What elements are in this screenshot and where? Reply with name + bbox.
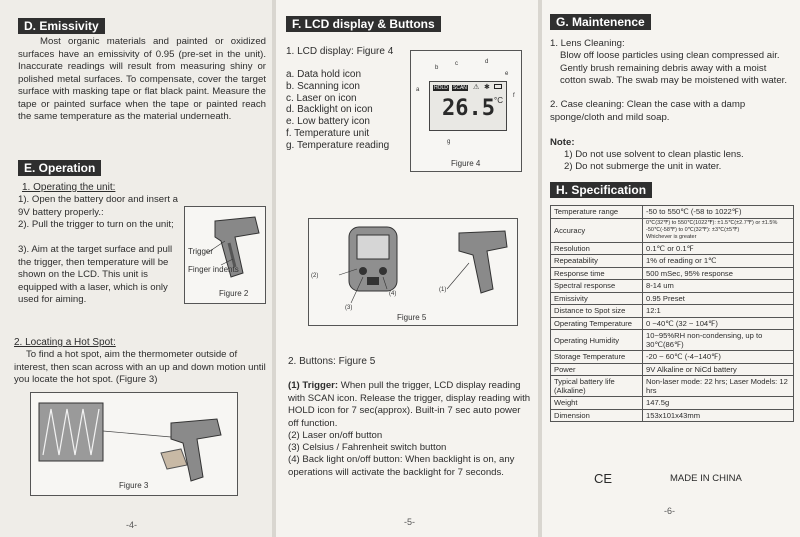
callout-e: e <box>505 71 509 77</box>
lcd-item-g: g. Temperature reading <box>286 139 390 151</box>
lcd-buttons-heading: F. LCD display & Buttons <box>286 16 441 32</box>
operating-unit-subheading: 1. Operating the unit: <box>22 182 116 193</box>
figure-4 <box>410 50 522 172</box>
callout-g: g <box>447 139 451 145</box>
manual-page-6 <box>542 0 800 537</box>
lens-cleaning-text: Blow off loose particles using clean compressed air. Gently brush remaining debris away with a moist cotton swab. The swab may be moistened with water. <box>560 50 787 86</box>
hold-icon: HOLD <box>434 85 448 91</box>
buttons-subheading: 2. Buttons: Figure 5 <box>288 356 376 367</box>
specification-heading: H. Specification <box>550 182 652 198</box>
spec-value: 1% of reading or 1℃ <box>643 255 794 268</box>
spec-key: Operating Humidity <box>551 330 643 351</box>
figure-5-label-3: (3) <box>345 305 353 311</box>
spec-row <box>551 305 794 318</box>
emissivity-heading: D. Emissivity <box>18 18 105 34</box>
lcd-item-c: c. Laser on icon <box>286 92 357 104</box>
figure-3-caption: Figure 3 <box>119 481 149 490</box>
spec-value: 0 ~40℃ (32 ~ 104℉) <box>643 317 794 330</box>
spec-row <box>551 218 794 242</box>
case-cleaning-text: 2. Case cleaning: Clean the case with a damp sponge/cloth and mild soap. <box>550 99 746 123</box>
spec-row <box>551 292 794 305</box>
button-celsius-text: (3) Celsius / Fahrenheit switch button <box>288 442 447 453</box>
spec-key: Operating Temperature <box>551 317 643 330</box>
spec-key: Emissivity <box>551 292 643 305</box>
spec-key: Power <box>551 363 643 376</box>
spec-row <box>551 267 794 280</box>
figure-2-caption: Figure 2 <box>219 289 249 298</box>
spec-value: Non-laser mode: 22 hrs; Laser Models: 12 hrs <box>643 376 794 397</box>
spec-value: -50 to 550℃ (-58 to 1022℉) <box>643 206 794 219</box>
page-number-6: -6- <box>664 506 675 516</box>
maintenance-heading: G. Maintenence <box>550 14 651 30</box>
spec-row <box>551 255 794 268</box>
lens-cleaning-title: 1. Lens Cleaning: <box>550 38 625 49</box>
spec-row <box>551 397 794 410</box>
finger-indents-label: Finger indents <box>188 265 239 274</box>
page-number-5: -5- <box>404 517 415 527</box>
lcd-item-e: e. Low battery icon <box>286 116 370 128</box>
spec-value: 10~95%RH non-condensing, up to 30℃(86℉) <box>643 330 794 351</box>
spec-key: Response time <box>551 267 643 280</box>
manual-page-4 <box>0 0 272 537</box>
spec-key: Typical battery life (Alkaline) <box>551 376 643 397</box>
ce-mark: CE <box>594 471 613 486</box>
spec-row <box>551 317 794 330</box>
lcd-display-subheading: 1. LCD display: Figure 4 <box>286 46 394 57</box>
button-laser-text: (2) Laser on/off button <box>288 430 383 441</box>
spec-value: 0.1℃ or 0.1℉ <box>643 242 794 255</box>
callout-f: f <box>513 93 515 99</box>
hot-spot-subheading: 2. Locating a Hot Spot: <box>14 337 116 348</box>
operation-heading: E. Operation <box>18 160 101 176</box>
made-in-china: MADE IN CHINA <box>670 473 742 484</box>
figure-4-caption: Figure 4 <box>451 159 481 168</box>
spec-row <box>551 363 794 376</box>
spec-key: Dimension <box>551 409 643 422</box>
spec-row <box>551 280 794 293</box>
spec-value: -20 ~ 60℃ (-4~140℉) <box>643 351 794 364</box>
spec-value: 500 mSec, 95% response <box>643 267 794 280</box>
figure-5 <box>308 218 518 326</box>
spec-row <box>551 242 794 255</box>
callout-c: c <box>455 61 458 67</box>
scan-icon: SCAN <box>453 85 467 91</box>
spec-row <box>551 376 794 397</box>
lcd-item-f: f. Temperature unit <box>286 127 370 139</box>
lcd-icon-list <box>286 69 416 152</box>
spec-value: 147.5g <box>643 397 794 410</box>
callout-d: d <box>485 59 489 65</box>
figure-5-label-2: (2) <box>311 273 319 279</box>
callout-a: a <box>416 87 420 93</box>
temperature-reading: 26.5 <box>442 96 495 121</box>
operation-step-2: 2). Pull the trigger to turn on the unit; <box>18 219 174 230</box>
thermometer-front-back-illustration <box>309 219 519 327</box>
spec-key: Resolution <box>551 242 643 255</box>
page-number-4: -4- <box>126 520 137 530</box>
lcd-item-b: b. Scanning icon <box>286 80 360 92</box>
lcd-screen-diagram <box>429 81 507 131</box>
trigger-label: Trigger <box>188 247 214 256</box>
figure-3 <box>30 392 238 496</box>
specification-table <box>550 205 794 422</box>
spec-key: Storage Temperature <box>551 351 643 364</box>
spec-value: 0℃(32℉) to 550℃(1022℉): ±1.5℃(±2.7℉) or ±1.5% -50℃(-58℉) to 0℃(32℉): ±3℃(±5℉) Whichever is greater <box>643 218 794 242</box>
note-title: Note: <box>550 137 575 148</box>
spec-key: Distance to Spot size <box>551 305 643 318</box>
spec-value: 9V Alkaline or NiCd battery <box>643 363 794 376</box>
button-trigger-text: (1) Trigger: When pull the trigger, LCD display reading with SCAN icon. Release the trigger, display reading with HOLD icon for 7 sec(approx). Built-in 7 sec auto power off function. <box>288 380 531 429</box>
callout-b: b <box>435 65 439 71</box>
spec-row <box>551 330 794 351</box>
spec-value: 0.95 Preset <box>643 292 794 305</box>
figure-5-caption: Figure 5 <box>397 313 427 322</box>
note-2: 2) Do not submerge the unit in water. <box>564 161 722 172</box>
button-trigger-label: (1) Trigger: <box>288 380 339 391</box>
operation-step-1: 1). Open the battery door and insert a 9V battery properly.: <box>18 194 178 218</box>
spec-value: 12:1 <box>643 305 794 318</box>
lcd-item-d: d. Backlight on icon <box>286 104 373 116</box>
low-battery-icon <box>494 84 502 89</box>
spec-value: 8-14 um <box>643 280 794 293</box>
lcd-item-a: a. Data hold icon <box>286 69 362 80</box>
spec-row <box>551 351 794 364</box>
figure-2 <box>184 206 266 304</box>
laser-icon: ⚠ <box>473 84 480 91</box>
emissivity-text: Most organic materials and painted or oxidized surfaces have an emissivity of 0.95 (pre-set in the unit). Inaccurate readings will result from measuring shiny or polished metal surfaces. To compensate, cover the target surface with masking tape or flat black paint. Measure the tape or painted surface when the tape or painted reach the same temperature as the material underneath. <box>18 36 266 122</box>
spec-key: Spectral response <box>551 280 643 293</box>
temperature-unit: °C <box>494 96 503 105</box>
note-1: 1) Do not use solvent to clean plastic lens. <box>564 149 744 160</box>
operation-step-3: 3). Aim at the target surface and pull the trigger, then temperature will be shown on the LCD. This unit is equipped with a laser, which is only used for aiming. <box>18 244 173 305</box>
spec-key: Accuracy <box>551 218 643 242</box>
button-backlight-text: (4) Back light on/off button: When backlight is on, any operations will activate the backlight for 7 seconds. <box>288 454 515 478</box>
hot-spot-text: To find a hot spot, aim the thermometer outside of interest, then scan across with an up and down motion until you locate the hot spot. (Figure 3) <box>14 349 266 385</box>
manual-page-5 <box>276 0 538 537</box>
spec-key: Temperature range <box>551 206 643 219</box>
spec-key: Repeatability <box>551 255 643 268</box>
spec-key: Weight <box>551 397 643 410</box>
figure-5-label-4: (4) <box>389 291 397 297</box>
figure-5-label-1: (1) <box>439 287 447 293</box>
spec-row <box>551 206 794 219</box>
backlight-icon: ✱ <box>484 84 490 91</box>
spec-row <box>551 409 794 422</box>
spec-value: 153x101x43mm <box>643 409 794 422</box>
